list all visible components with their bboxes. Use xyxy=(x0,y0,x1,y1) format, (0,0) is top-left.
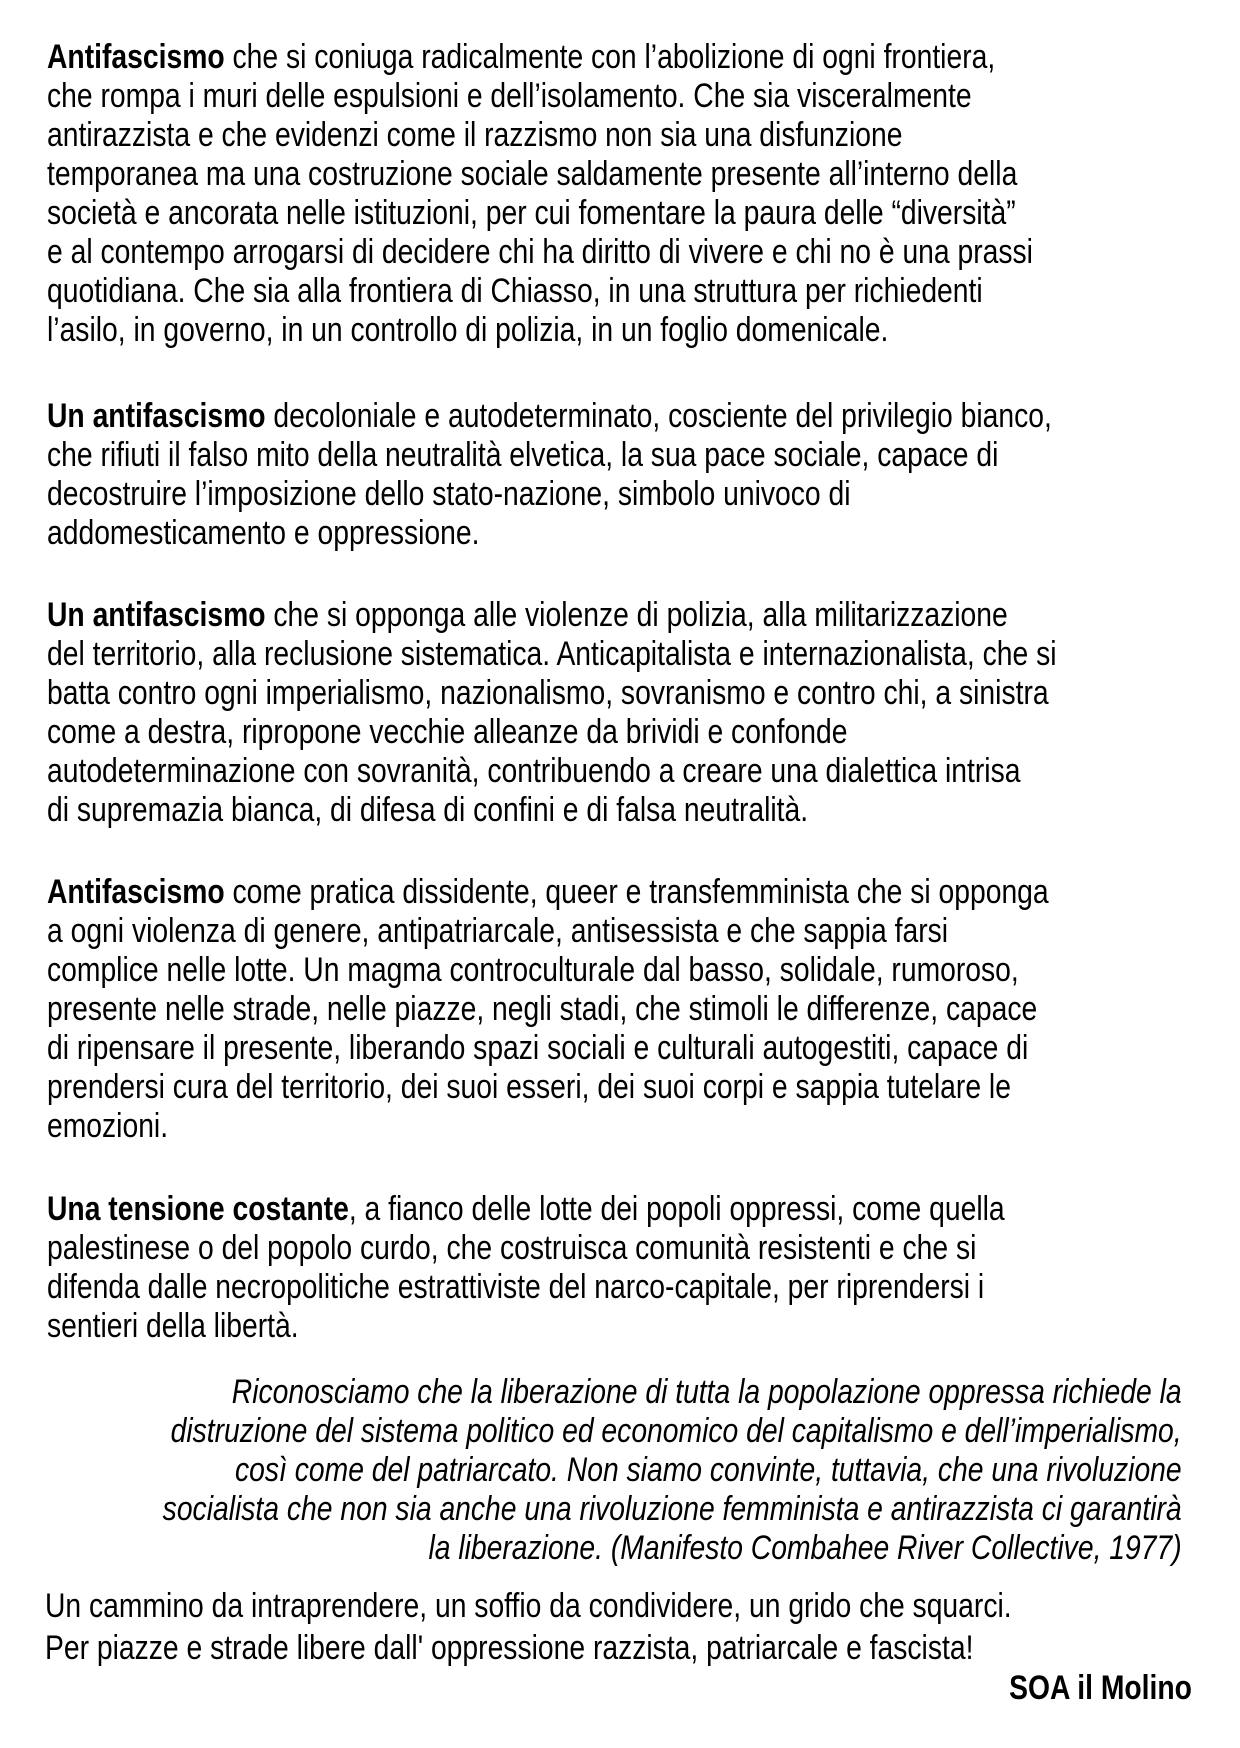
paragraph-line xyxy=(47,397,1052,436)
quote-line: distruzione del sistema politico ed economico del capitalismo e dell’imperialismo, xyxy=(170,1412,1182,1450)
closing-line: Per piazze e strade libere dall' oppressione razzista, patriarcale e fascista! xyxy=(45,1629,974,1667)
quote-line: la liberazione. (Manifesto Combahee River Collective, 1977) xyxy=(428,1529,1183,1567)
paragraph-line: autodeterminazione con sovranità, contribuendo a creare una dialettica intrisa xyxy=(47,752,1021,790)
paragraph-line: di supremazia bianca, di difesa di confini e di falsa neutralità. xyxy=(47,791,809,829)
paragraph-line: e al contempo arrogarsi di decidere chi ha diritto di vivere e chi no è una prassi xyxy=(47,233,1033,271)
paragraph-line: batta contro ogni imperialismo, nazionalismo, sovranismo e contro chi, a sinistra xyxy=(47,674,1049,712)
paragraph-antifascismo-polizia xyxy=(47,596,1057,830)
paragraph-line: a ogni violenza di genere, antipatriarcale, antisessista e che sappia farsi xyxy=(47,912,949,950)
paragraph-lead: Antifascismo xyxy=(47,873,225,911)
paragraph-text: che si coniuga radicalmente con l’abolizione di ogni frontiera, xyxy=(224,38,996,76)
quote-line: così come del patriarcato. Non siamo convinte, tuttavia, che una rivoluzione xyxy=(235,1451,1183,1489)
combahee-quote xyxy=(163,1373,1182,1568)
paragraph-line: che rompa i muri delle espulsioni e dell’isolamento. Che sia visceralmente xyxy=(47,77,972,115)
paragraph-text: decoloniale e autodeterminato, cosciente del privilegio bianco, xyxy=(265,397,1052,435)
paragraph-line: prendersi cura del territorio, dei suoi esseri, dei suoi corpi e sappia tutelare le xyxy=(47,1068,1011,1106)
paragraph-lead: Un antifascismo xyxy=(47,397,266,435)
paragraph-line: emozioni. xyxy=(47,1107,169,1145)
paragraph-antifascismo-frontiere xyxy=(47,38,1033,350)
paragraph-lead: Una tensione costante xyxy=(47,1190,349,1228)
paragraph-line: sentieri della libertà. xyxy=(47,1307,299,1345)
paragraph-line xyxy=(47,38,1033,77)
paragraph-line: decostruire l’imposizione dello stato-nazione, simbolo univoco di xyxy=(47,475,851,513)
paragraph-lead: Un antifascismo xyxy=(47,596,266,634)
paragraph-line: antirazzista e che evidenzi come il razzismo non sia una disfunzione xyxy=(47,116,903,154)
paragraph-lead: Antifascismo xyxy=(47,38,225,76)
paragraph-line: difenda dalle necropolitiche estrattiviste del narco-capitale, per riprendersi i xyxy=(47,1268,985,1306)
paragraph-line: quotidiana. Che sia alla frontiera di Chiasso, in una struttura per richiedenti xyxy=(47,272,983,310)
paragraph-line: del territorio, alla reclusione sistematica. Anticapitalista e internazionalista, che si xyxy=(47,635,1057,673)
quote-line: socialista che non sia anche una rivoluzione femminista e antirazzista ci garantirà xyxy=(163,1490,1182,1528)
paragraph-line: che rifiuti il falso mito della neutralità elvetica, la sua pace sociale, capace di xyxy=(47,436,999,474)
paragraph-line: complice nelle lotte. Un magma controculturale dal basso, solidale, rumoroso, xyxy=(47,951,1019,989)
closing-line: Un cammino da intraprendere, un soffio da condividere, un grido che squarci. xyxy=(45,1587,1012,1625)
paragraph-antifascismo-transfemminista xyxy=(47,873,1049,1146)
paragraph-line: temporanea ma una costruzione sociale saldamente presente all’interno della xyxy=(47,155,1018,193)
closing-statement xyxy=(45,1585,1012,1669)
paragraph-line: l’asilo, in governo, in un controllo di polizia, in un foglio domenicale. xyxy=(47,311,889,349)
paragraph-line: società e ancorata nelle istituzioni, per cui fomentare la paura delle “diversità” xyxy=(47,194,1016,232)
signature: SOA il Molino xyxy=(1009,1669,1192,1707)
paragraph-text: , a fianco delle lotte dei popoli oppressi, come quella xyxy=(348,1190,1005,1228)
paragraph-antifascismo-decoloniale xyxy=(47,397,1052,553)
paragraph-text: che si opponga alle violenze di polizia, alla militarizzazione xyxy=(265,596,1008,634)
paragraph-line: come a destra, ripropone vecchie alleanze da brividi e confonde xyxy=(47,713,848,751)
paragraph-line: addomesticamento e oppressione. xyxy=(47,514,480,552)
paragraph-tensione-costante xyxy=(47,1190,1005,1346)
paragraph-text: come pratica dissidente, queer e transfemminista che si opponga xyxy=(224,873,1049,911)
paragraph-line xyxy=(47,596,1057,635)
paragraph-line: palestinese o del popolo curdo, che costruisca comunità resistenti e che si xyxy=(47,1229,977,1267)
paragraph-line xyxy=(47,1190,1005,1229)
quote-line: Riconosciamo che la liberazione di tutta la popolazione oppressa richiede la xyxy=(232,1373,1183,1411)
paragraph-line xyxy=(47,873,1049,912)
paragraph-line: presente nelle strade, nelle piazze, negli stadi, che stimoli le differenze, capace xyxy=(47,990,1038,1028)
paragraph-line: di ripensare il presente, liberando spazi sociali e culturali autogestiti, capace di xyxy=(47,1029,1029,1067)
